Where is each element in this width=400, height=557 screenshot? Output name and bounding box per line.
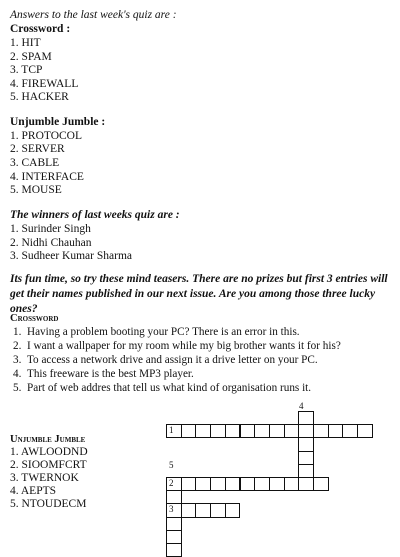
crossword-cell[interactable] (181, 477, 197, 491)
unjumble-section-heading: Unjumble Jumble (10, 434, 86, 445)
jumble-item: 3. TWERNOK (10, 472, 79, 484)
answers-header: Answers to the last week's quiz are : (10, 9, 177, 21)
clue-number: 3. (13, 354, 22, 366)
crossword-cell[interactable] (166, 530, 182, 544)
crossword-cell[interactable] (328, 424, 344, 438)
crossword-cell[interactable] (225, 503, 241, 517)
crossword-cell[interactable] (298, 424, 314, 438)
clue-text: This freeware is the best MP3 player. (27, 368, 194, 380)
crossword-cell[interactable] (269, 424, 285, 438)
crossword-cell[interactable] (298, 451, 314, 465)
crossword-cell[interactable] (195, 424, 211, 438)
crossword-cell[interactable] (181, 424, 197, 438)
crossword-answers-heading: Crossword : (10, 23, 71, 35)
clue-item (13, 354, 393, 367)
unjumble-answer: 3. CABLE (10, 157, 60, 169)
crossword-cell[interactable] (240, 477, 256, 491)
crossword-cell[interactable] (210, 503, 226, 517)
clue-text: Part of web addres that tell us what kind of organisation runs it. (27, 382, 312, 394)
winner-item: 1. Surinder Singh (10, 223, 91, 235)
grid-number: 2 (169, 478, 174, 488)
crossword-cell[interactable] (313, 477, 329, 491)
jumble-item: 2. SIOOMFCRT (10, 459, 87, 471)
grid-number: 5 (169, 460, 174, 470)
crossword-cell[interactable] (210, 477, 226, 491)
grid-number: 1 (169, 425, 174, 436)
clue-item (13, 382, 393, 395)
crossword-answer: 4. FIREWALL (10, 78, 79, 90)
crossword-cell[interactable] (166, 517, 182, 531)
unjumble-answer: 2. SERVER (10, 143, 65, 155)
crossword-cell[interactable] (225, 477, 241, 491)
crossword-section-heading: Crossword (10, 313, 59, 324)
clue-number: 4. (13, 368, 22, 380)
clue-item (13, 368, 393, 381)
crossword-cell[interactable] (225, 424, 241, 438)
jumble-item: 4. AEPTS (10, 485, 57, 497)
unjumble-answer: 1. PROTOCOL (10, 130, 82, 142)
crossword-cell[interactable] (313, 424, 329, 438)
unjumble-answers-heading: Unjumble Jumble : (10, 116, 106, 128)
crossword-cell[interactable] (195, 477, 211, 491)
clue-number: 1. (13, 326, 22, 338)
crossword-answer: 5. HACKER (10, 91, 69, 103)
crossword-cell[interactable] (342, 424, 358, 438)
crossword-cell[interactable] (284, 424, 300, 438)
clue-item (13, 340, 393, 353)
crossword-answer: 1. HIT (10, 37, 41, 49)
crossword-cell[interactable] (298, 437, 314, 451)
winners-heading: The winners of last weeks quiz are : (10, 209, 180, 221)
grid-number: 3 (169, 504, 174, 515)
crossword-cell[interactable] (210, 424, 226, 438)
crossword-cell[interactable] (240, 424, 256, 438)
unjumble-answer: 5. MOUSE (10, 184, 62, 196)
crossword-cell[interactable] (284, 477, 300, 491)
jumble-item: 1. AWLOODND (10, 446, 88, 458)
crossword-cell[interactable] (298, 411, 314, 425)
crossword-answer: 2. SPAM (10, 51, 52, 63)
crossword-answer: 3. TCP (10, 64, 43, 76)
crossword-cell[interactable] (357, 424, 373, 438)
grid-number: 4 (299, 401, 304, 411)
intro-paragraph: Its fun time, so try these mind teasers. There are no prizes but first 3 entries will get their names published in our next issue. Are you among those three lucky ones? (10, 273, 388, 315)
crossword-cell[interactable] (269, 477, 285, 491)
jumble-item: 5. NTOUDECM (10, 498, 87, 510)
winner-item: 2. Nidhi Chauhan (10, 237, 92, 249)
unjumble-answer: 4. INTERFACE (10, 171, 84, 183)
clue-text: I want a wallpaper for my room while my big brother wants it for his? (27, 340, 341, 352)
crossword-cell[interactable] (181, 503, 197, 517)
crossword-cell[interactable] (166, 490, 182, 504)
clue-item (13, 326, 393, 339)
clue-text: To access a network drive and assign it a drive letter on your PC. (27, 354, 318, 366)
crossword-cell[interactable] (298, 464, 314, 478)
clue-text: Having a problem booting your PC? There is an error in this. (27, 326, 300, 338)
crossword-cell[interactable] (166, 543, 182, 557)
clue-number: 5. (13, 382, 22, 394)
crossword-cell[interactable] (195, 503, 211, 517)
crossword-cell[interactable] (298, 477, 314, 491)
clue-number: 2. (13, 340, 22, 352)
crossword-cell[interactable] (254, 424, 270, 438)
winner-item: 3. Sudheer Kumar Sharma (10, 250, 132, 262)
crossword-cell[interactable] (254, 477, 270, 491)
